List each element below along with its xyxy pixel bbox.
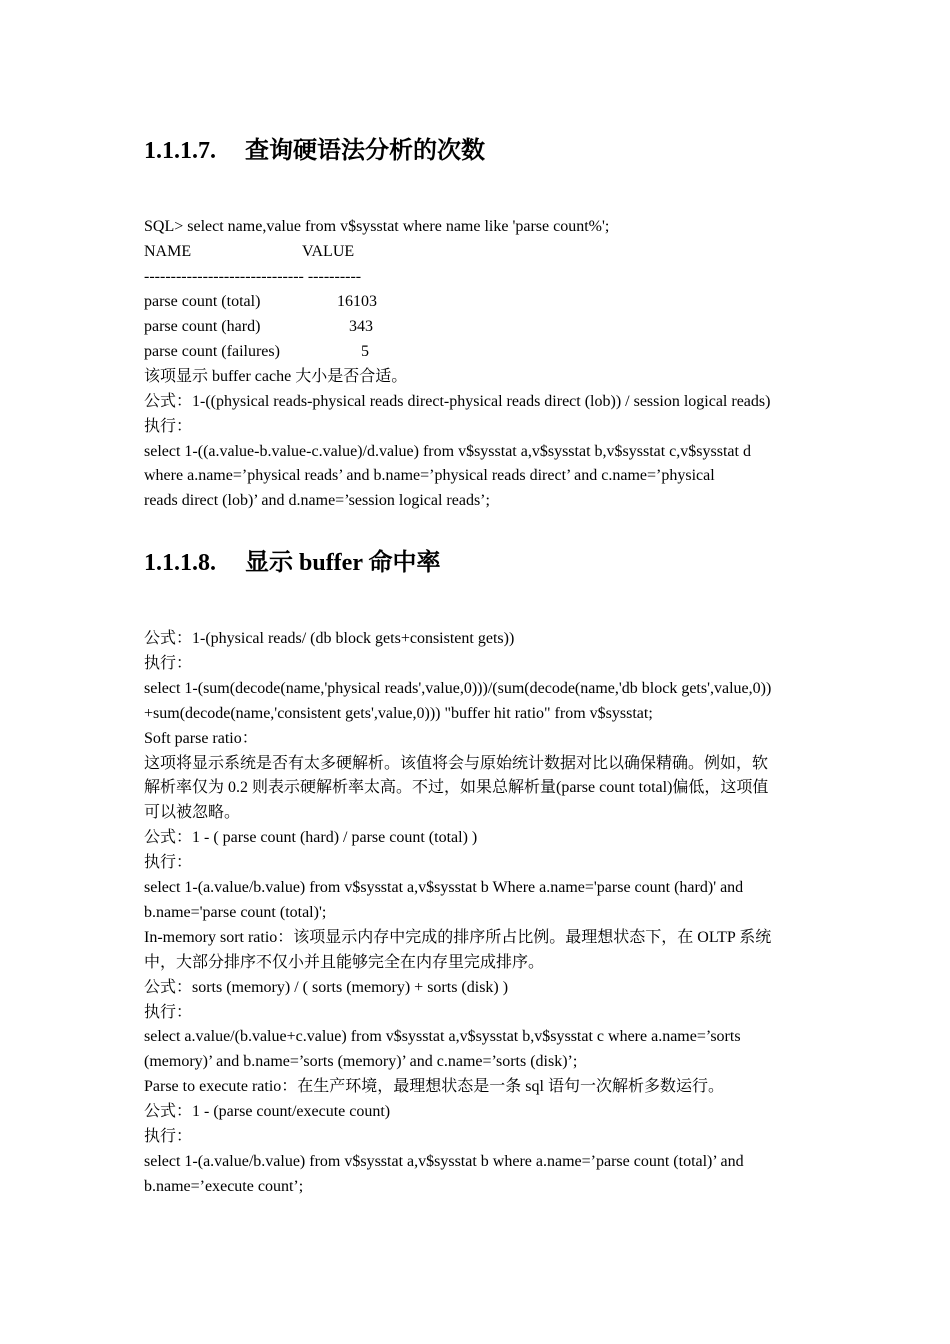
table-cell-name: parse count (failures) (144, 343, 280, 360)
sql-query-line: SQL> select name,value from v$sysstat where name like 'parse count%'; (144, 218, 610, 235)
formula-line: 公式：1-((physical reads-physical reads direct-physical reads direct (lob)) / session logical reads) (144, 393, 771, 410)
table-row (144, 342, 369, 362)
code-line: where a.name=’physical reads’ and b.name=’physical reads direct’ and c.name=’physical (144, 467, 715, 484)
formula-line: 公式：1 - (parse count/execute count) (144, 1103, 391, 1120)
table-cell-value: 16103 (337, 293, 377, 310)
paragraph-line: Parse to execute ratio：在生产环境，最理想状态是一条 sql 语句一次解析多数运行。 (144, 1078, 724, 1095)
result-table-header (144, 242, 355, 262)
code-line: b.name=’execute count’; (144, 1178, 304, 1195)
code-line: select 1-((a.value-b.value-c.value)/d.value) from v$sysstat a,v$sysstat b,v$sysstat c,v$sysstat d (144, 443, 751, 460)
section-heading-1-1-1-7 (144, 136, 485, 166)
code-line: select 1-(a.value/b.value) from v$sysstat a,v$sysstat b Where a.name='parse count (hard)' and (144, 879, 744, 896)
paragraph-line: 这项将显示系统是否有太多硬解析。该值将会与原始统计数据对比以确保精确。例如，软 (144, 755, 769, 772)
column-header-name: NAME (144, 243, 192, 260)
execute-label: 执行： (144, 418, 193, 435)
column-header-value: VALUE (302, 243, 355, 260)
section-heading-1-1-1-8 (144, 548, 441, 578)
formula-line: 公式：1 - ( parse count (hard) / parse count (total) ) (144, 829, 478, 846)
table-cell-value: 5 (361, 343, 369, 360)
paragraph-line: 可以被忽略。 (144, 804, 241, 821)
table-row (144, 292, 377, 312)
formula-line: 公式：sorts (memory) / ( sorts (memory) + sorts (disk) ) (144, 979, 509, 996)
code-line: +sum(decode(name,'consistent gets',value,0))) "buffer hit ratio" from v$sysstat; (144, 705, 653, 722)
code-line: select a.value/(b.value+c.value) from v$sysstat a,v$sysstat b,v$sysstat c where a.name=’sorts (144, 1028, 741, 1045)
execute-label: 执行： (144, 854, 193, 871)
table-cell-name: parse count (hard) (144, 318, 261, 335)
paragraph-line: 中，大部分排序不仅小并且能够完全在内存里完成排序。 (144, 954, 545, 971)
section-number: 1.1.1.7. (144, 138, 216, 164)
code-line: b.name='parse count (total)'; (144, 904, 327, 921)
paragraph-line: 该项显示 buffer cache 大小是否合适。 (144, 368, 408, 385)
subheading-line: Soft parse ratio： (144, 730, 258, 747)
table-row (144, 317, 373, 337)
table-cell-name: parse count (total) (144, 293, 261, 310)
code-line: (memory)’ and b.name=’sorts (memory)’ and c.name=’sorts (disk)’; (144, 1053, 578, 1070)
formula-line: 公式：1-(physical reads/ (db block gets+consistent gets)) (144, 630, 515, 647)
execute-label: 执行： (144, 655, 193, 672)
paragraph-line: 解析率仅为 0.2 则表示硬解析率太高。不过，如果总解析量(parse count total)偏低，这项值 (144, 779, 769, 796)
code-line: select 1-(sum(decode(name,'physical reads',value,0)))/(sum(decode(name,'db block gets',value,0)) (144, 680, 772, 697)
execute-label: 执行： (144, 1004, 193, 1021)
code-line: reads direct (lob)’ and d.name=’session logical reads’; (144, 492, 490, 509)
section-title: 显示 buffer 命中率 (245, 550, 441, 576)
paragraph-line: In-memory sort ratio：该项显示内存中完成的排序所占比例。最理想状态下，在 OLTP 系统 (144, 929, 772, 946)
result-table-separator: ------------------------------ ---------- (144, 268, 362, 285)
code-line: select 1-(a.value/b.value) from v$sysstat a,v$sysstat b where a.name=’parse count (total)’ and (144, 1153, 744, 1170)
section-number: 1.1.1.8. (144, 550, 216, 576)
section-title: 查询硬语法分析的次数 (245, 138, 485, 164)
table-cell-value: 343 (349, 318, 373, 335)
execute-label: 执行： (144, 1128, 193, 1145)
